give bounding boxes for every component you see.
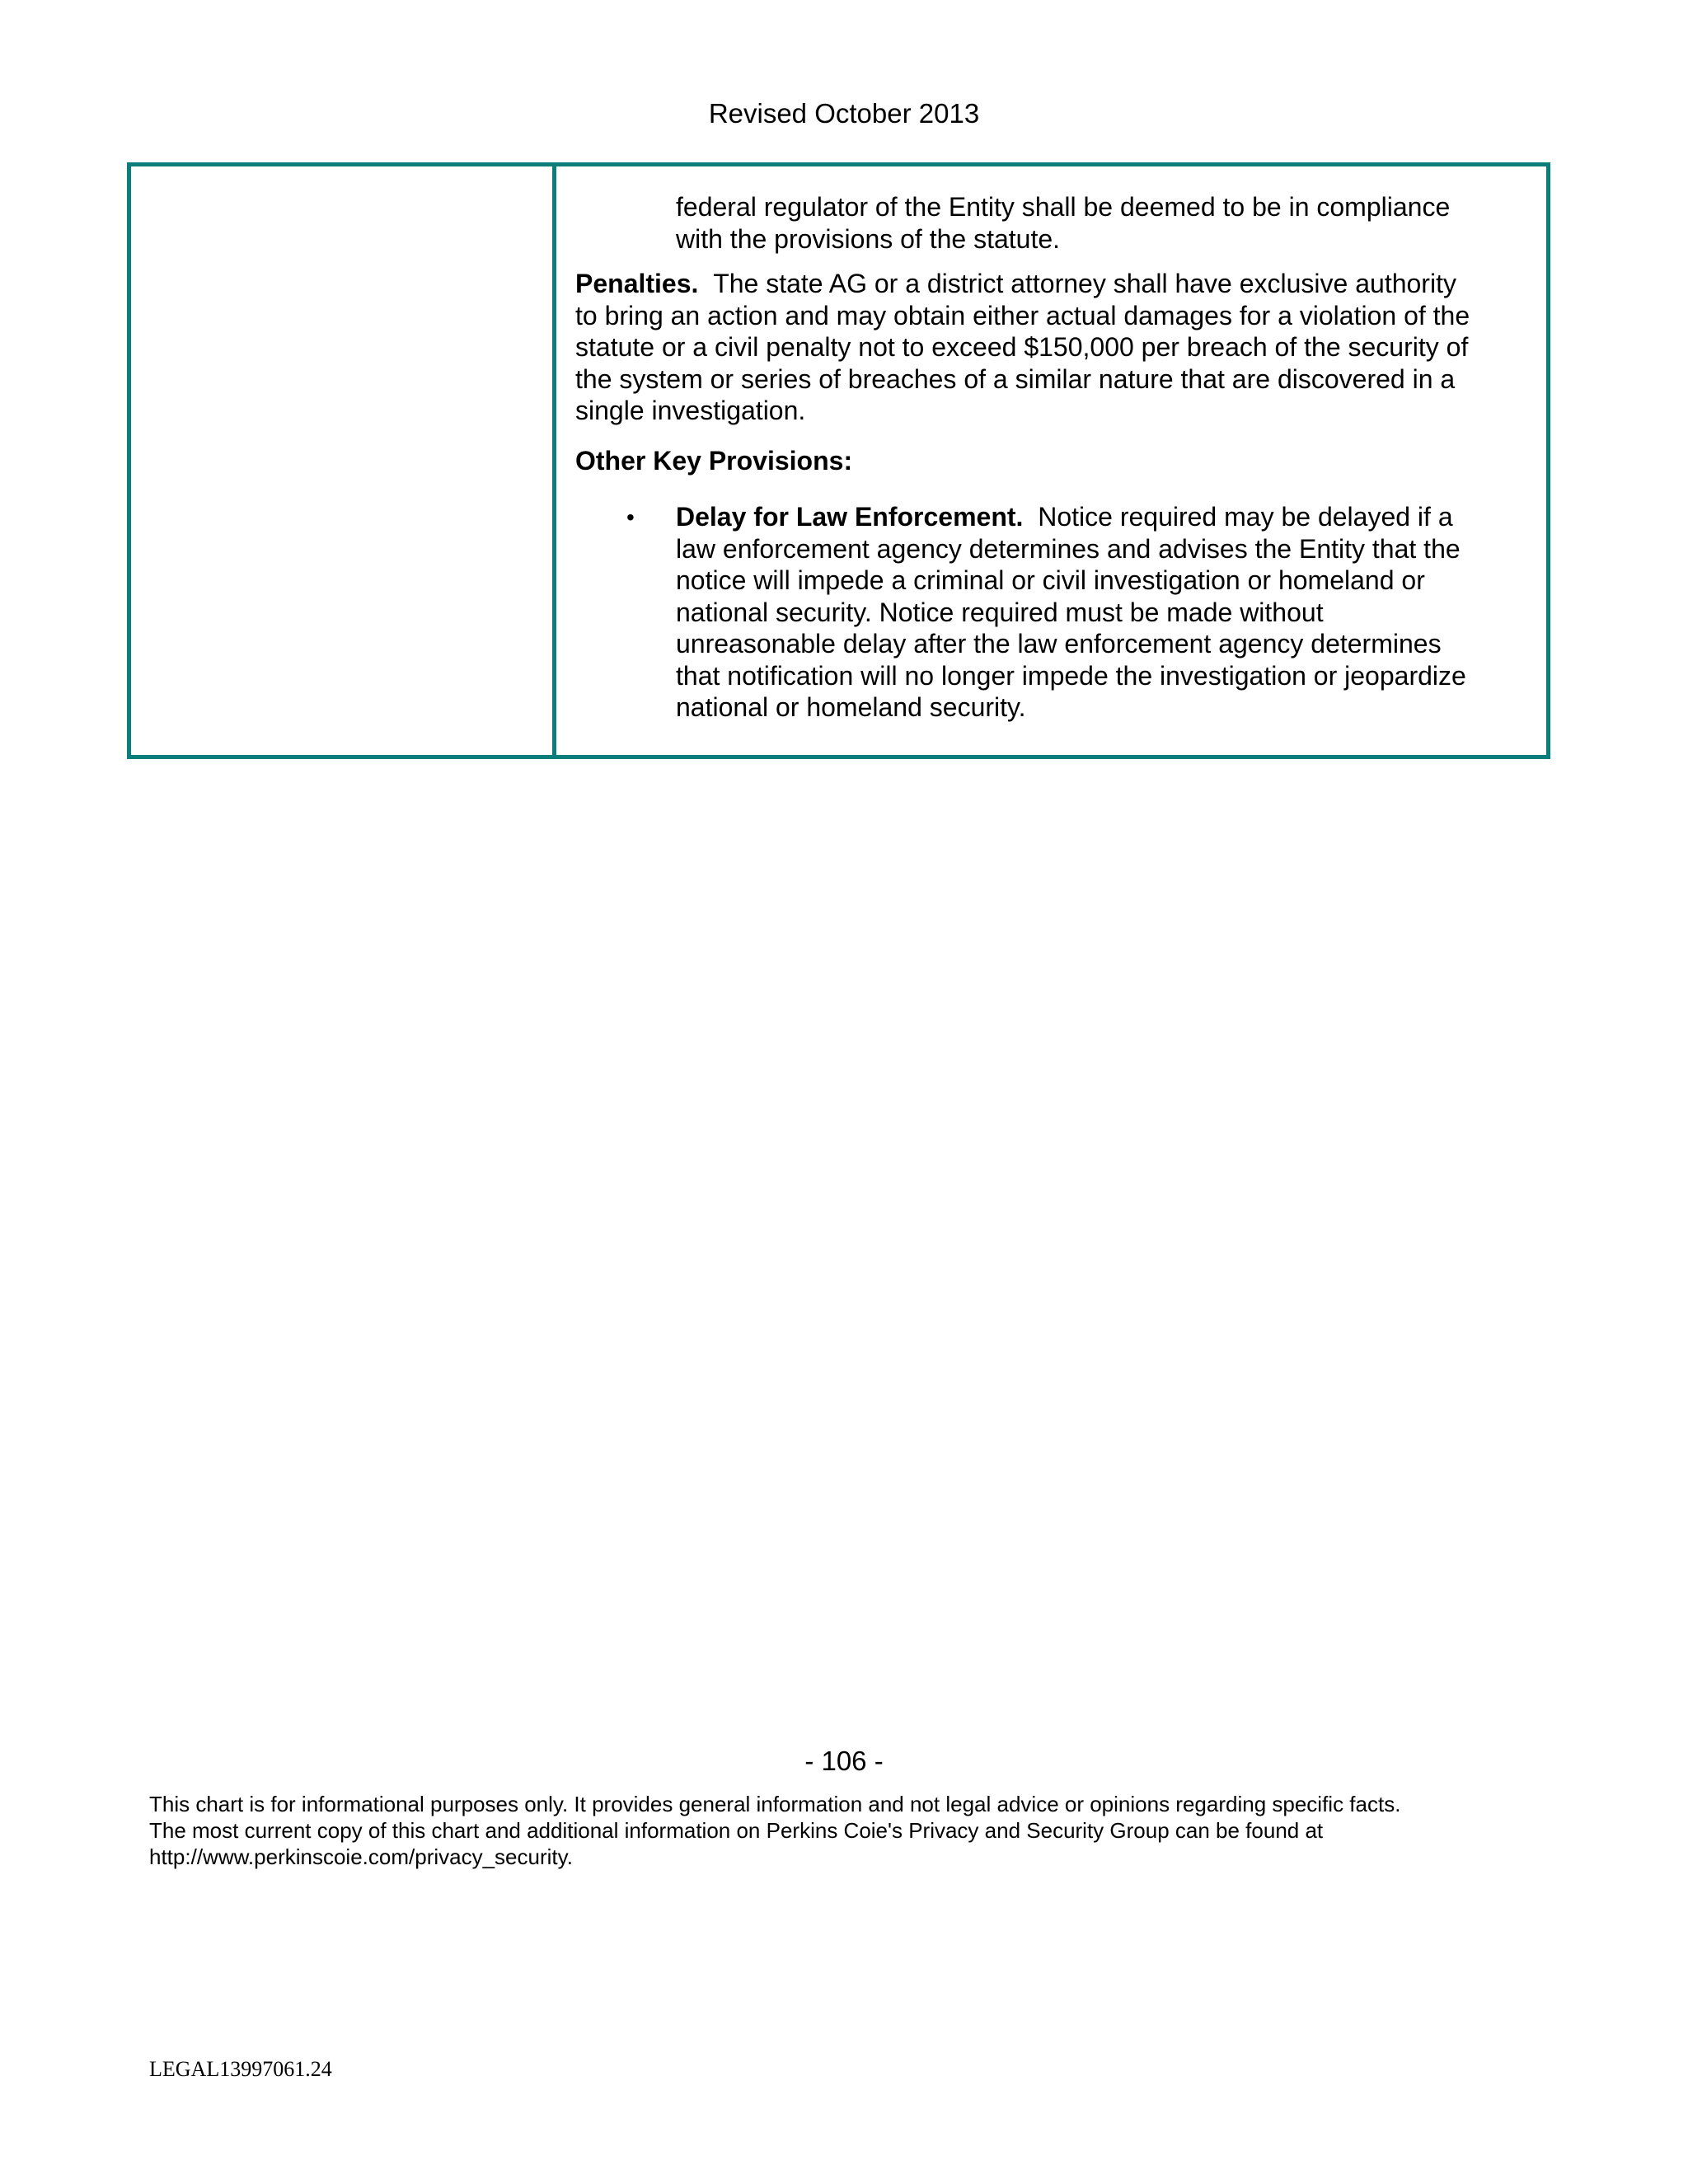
bullet-line: notice will impede a criminal or civil investigation or homeland or — [676, 565, 1425, 595]
bullet-label: Delay for Law Enforcement. — [676, 502, 1024, 532]
disclaimer-line: The most current copy of this chart and additional information on Perkins Coie's Privacy and Security Group can be found at — [149, 1818, 1324, 1843]
bullet-line: national security. Notice required must be made without — [676, 597, 1324, 627]
bullet-line: law enforcement agency determines and advises the Entity that the — [676, 533, 1461, 564]
penalties-line — [575, 268, 1540, 300]
bullet-line: unreasonable delay after the law enforcement agency determines — [676, 629, 1442, 658]
penalties-line: statute or a civil penalty not to exceed $150,000 per breach of the security of — [575, 332, 1469, 362]
state-column-cell — [131, 166, 556, 755]
bullet-icon: • — [626, 504, 635, 530]
penalties-paragraph — [575, 268, 1540, 427]
penalties-label: Penalties. — [575, 269, 699, 298]
penalties-text: The state AG or a district attorney shall have exclusive authority — [713, 269, 1456, 298]
statute-chart-table — [127, 162, 1550, 759]
other-key-provisions-heading: Other Key Provisions: — [575, 446, 853, 476]
bullet-line: national or homeland security. — [676, 692, 1026, 722]
penalties-line: single investigation. — [575, 396, 806, 425]
disclaimer — [149, 1791, 1567, 1870]
continuation-line: with the provisions of the statute. — [676, 223, 1061, 254]
provisions-column-cell — [556, 166, 1546, 755]
document-id: LEGAL13997061.24 — [149, 2057, 332, 2081]
disclaimer-url: http://www.perkinscoie.com/privacy_security. — [149, 1844, 573, 1869]
bullet-text: Notice required may be delayed if a — [1038, 502, 1453, 532]
continuation-line: federal regulator of the Entity shall be deemed to be in compliance — [676, 192, 1451, 222]
continuation-text — [676, 191, 1537, 255]
disclaimer-line: This chart is for informational purposes only. It provides general information and not legal advice or opinions regarding specific facts. — [149, 1792, 1401, 1816]
bullet-line — [676, 501, 1537, 533]
law-enforcement-delay-item — [676, 501, 1537, 724]
penalties-line: the system or series of breaches of a similar nature that are discovered in a — [575, 363, 1456, 394]
page-number: - 106 - — [804, 1746, 884, 1776]
revision-date: Revised October 2013 — [708, 98, 980, 129]
penalties-line: to bring an action and may obtain either actual damages for a violation of the — [575, 300, 1470, 330]
bullet-line: that notification will no longer impede the investigation or jeopardize — [676, 660, 1466, 691]
